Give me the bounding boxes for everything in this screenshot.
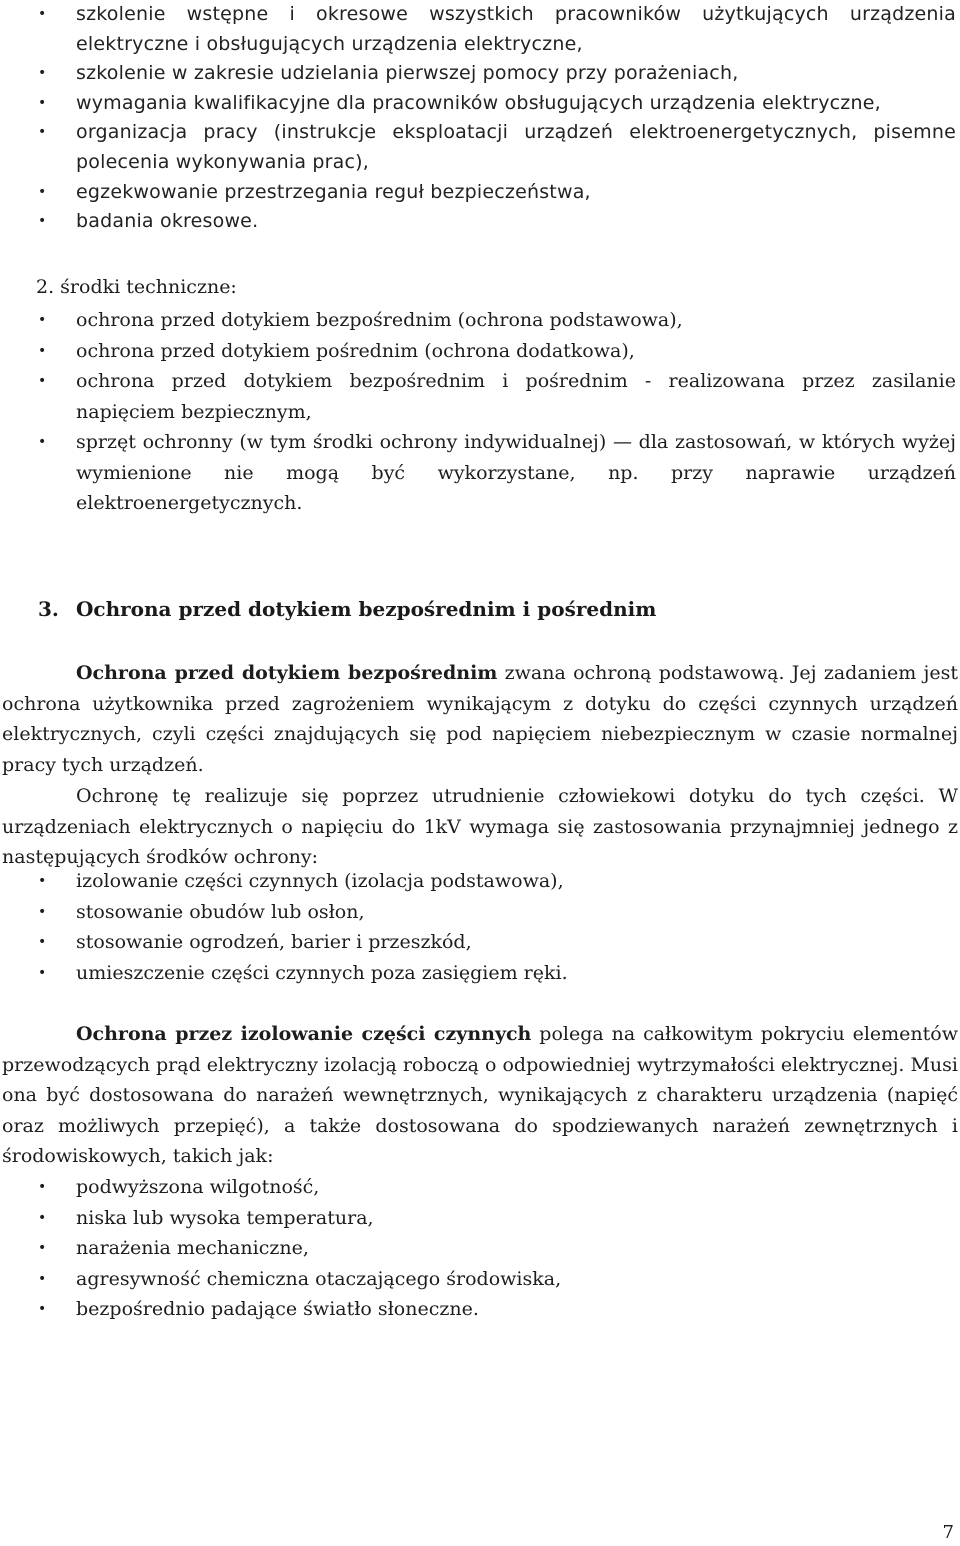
list-item-text: niska lub wysoka temperatura,	[76, 1206, 374, 1229]
bullet-icon: •	[38, 903, 47, 920]
list-item-text: sprzęt ochronny (w tym środki ochrony indywidualnej) — dla zastosowań, w których wyżej wymienione nie mogą być wykorzystane, np. przy naprawie urządzeń elektroenergetycznych.	[76, 431, 956, 514]
list-item-text: ochrona przed dotykiem bezpośrednim i pośrednim - realizowana przez zasilanie napięciem bezpiecznym,	[76, 370, 956, 423]
section-3-title	[38, 597, 656, 621]
list-item	[0, 336, 960, 367]
bold-term: Ochrona przez izolowanie części czynnych	[76, 1023, 532, 1045]
paragraph-text: polega na całkowitym pokryciu elementów przewodzących prąd elektryczny izolacją roboczą o odpowiedniej wytrzymałości elektrycznej. Musi ona być dostosowana do narażeń wewnętrznych, wynikających z charakteru urządzenia (napięć oraz możliwych przepięć), a także dostosowana do spodziewanych narażeń zewnętrznych i środowiskowych, takich jak:	[2, 1023, 958, 1167]
bullet-icon: •	[38, 1301, 47, 1317]
list-item-text: izolowanie części czynnych (izolacja podstawowa),	[76, 870, 564, 892]
list-item-text: szkolenie w zakresie udzielania pierwszej pomocy przy porażeniach,	[76, 62, 739, 85]
list-item	[0, 178, 960, 208]
list-item	[0, 305, 960, 336]
list-item-text: wymagania kwalifikacyjne dla pracowników obsługujących urządzenia elektryczne,	[76, 91, 881, 114]
protection-means-list-block	[0, 866, 960, 988]
list-item-text: ochrona przed dotykiem bezpośrednim (ochrona podstawowa),	[76, 309, 683, 331]
organizational-measures-list-block	[0, 0, 960, 237]
bullet-icon: •	[38, 183, 47, 200]
paragraph-basic-protection	[2, 658, 958, 780]
list-item	[0, 1172, 960, 1203]
list-item-text: narażenia mechaniczne,	[76, 1237, 309, 1259]
section-title-text: Ochrona przed dotykiem bezpośrednim i pośrednim	[76, 597, 657, 621]
list-item	[0, 427, 960, 519]
bullet-icon: •	[38, 934, 47, 950]
bullet-icon: •	[38, 94, 47, 111]
bullet-icon: •	[38, 873, 47, 889]
protection-means-list	[0, 866, 960, 988]
list-item	[0, 1203, 960, 1234]
section-number: 3.	[38, 597, 59, 621]
list-item	[0, 1264, 960, 1295]
bullet-icon: •	[38, 434, 47, 450]
list-item	[0, 1233, 960, 1264]
bullet-icon: •	[38, 342, 47, 359]
bullet-icon: •	[38, 124, 47, 141]
organizational-measures-list	[0, 0, 960, 237]
list-item	[0, 897, 960, 928]
list-item-text: podwyższona wilgotność,	[76, 1176, 320, 1198]
bullet-icon: •	[38, 65, 47, 82]
bullet-icon: •	[38, 312, 47, 328]
list-item	[0, 866, 960, 897]
environmental-factors-list	[0, 1172, 960, 1325]
list-item	[0, 366, 960, 427]
list-item-text: stosowanie obudów lub osłon,	[76, 900, 365, 923]
list-item-text: bezpośrednio padające światło słoneczne.	[76, 1298, 479, 1320]
list-item-text: badania okresowe.	[76, 210, 259, 233]
technical-measures-list-block	[0, 305, 960, 519]
list-item	[0, 958, 960, 989]
bullet-icon: •	[38, 1179, 47, 1195]
list-item-text: egzekwowanie przestrzegania reguł bezpieczeństwa,	[76, 180, 591, 203]
environmental-factors-list-block	[0, 1172, 960, 1325]
list-item-text: szkolenie wstępne i okresowe wszystkich pracowników użytkujących urządzenia elektryczne i obsługujących urządzenia elektryczne,	[76, 3, 956, 55]
technical-measures-list	[0, 305, 960, 519]
bullet-icon: •	[38, 1270, 47, 1287]
bullet-icon: •	[38, 6, 47, 22]
bullet-icon: •	[38, 1240, 47, 1256]
list-item-text: organizacja pracy (instrukcje eksploatacji urządzeń elektroenergetycznych, pisemne polecenia wykonywania prac),	[76, 121, 956, 173]
page-number: 7	[942, 1522, 954, 1543]
paragraph-protection-measures: Ochronę tę realizuje się poprzez utrudnienie człowiekowi dotyku do tych części. W urządzeniach elektrycznych o napięciu do 1kV wymaga się zastosowania przynajmniej jednego z następujących środków ochrony:	[2, 785, 958, 868]
paragraph-text: zwana ochroną podstawową. Jej zadaniem jest ochrona użytkownika przed zagrożeniem wynikającym z dotyku do części czynnych urządzeń elektrycznych, czyli części znajdujących się pod napięciem niebezpiecznym w czasie normalnej pracy tych urządzeń.	[2, 662, 958, 776]
list-item-text: ochrona przed dotykiem pośrednim (ochrona dodatkowa),	[76, 339, 635, 362]
list-item	[0, 0, 960, 59]
section-2-heading: 2. środki techniczne:	[36, 276, 237, 298]
bold-term: Ochrona przed dotykiem bezpośrednim	[76, 662, 498, 684]
list-item-text: umieszczenie części czynnych poza zasięgiem ręki.	[76, 961, 568, 984]
bullet-icon: •	[38, 213, 47, 230]
list-item	[0, 207, 960, 237]
list-item	[0, 1294, 960, 1325]
list-item-text: stosowanie ogrodzeń, barier i przeszkód,	[76, 931, 472, 953]
list-item	[0, 927, 960, 958]
bullet-icon: •	[38, 1209, 47, 1226]
paragraph-insulation	[2, 1019, 958, 1172]
list-item-text: agresywność chemiczna otaczającego środowiska,	[76, 1267, 562, 1290]
bullet-icon: •	[38, 373, 47, 389]
bullet-icon: •	[38, 964, 47, 981]
list-item	[0, 59, 960, 89]
list-item	[0, 118, 960, 177]
list-item	[0, 89, 960, 119]
